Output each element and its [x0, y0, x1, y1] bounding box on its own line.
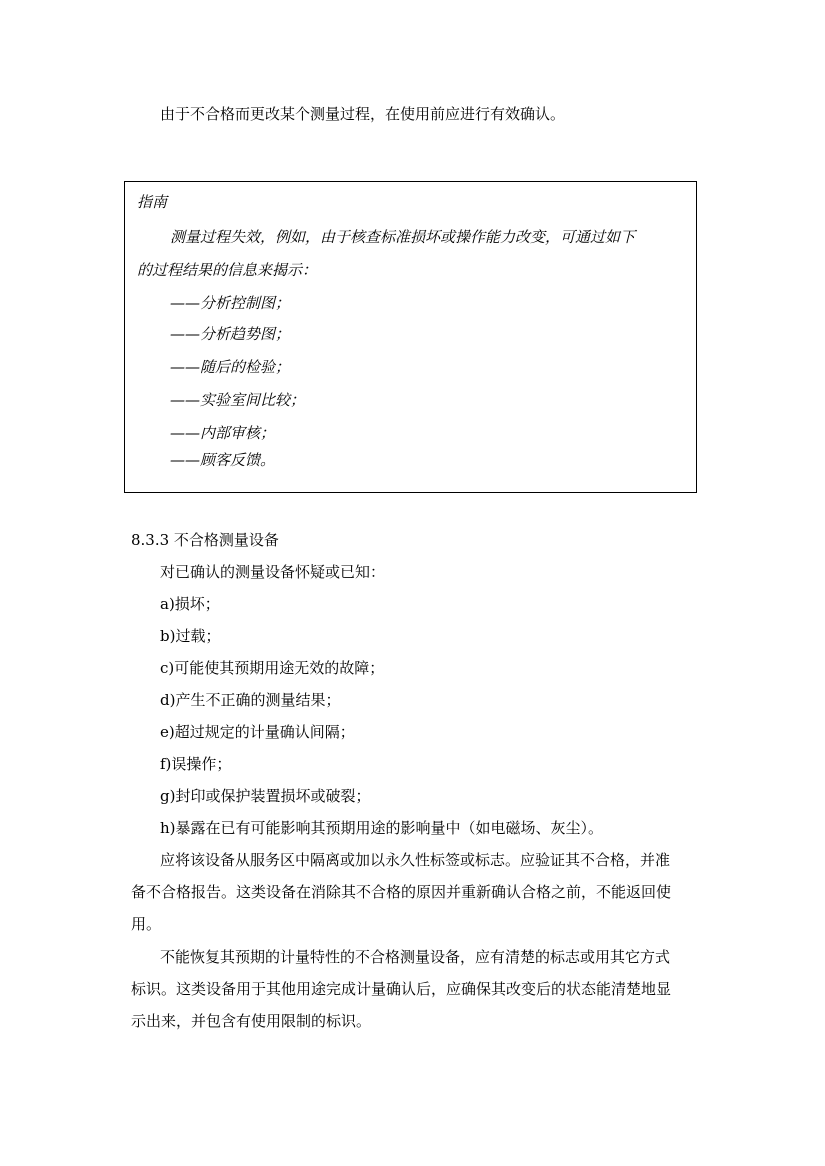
section-lead: 对已确认的测量设备怀疑或已知：: [160, 563, 386, 581]
paragraph-1-line: 应将该设备从服务区中隔离或加以永久性标签或标志。应验证其不合格，并准: [160, 851, 671, 869]
paragraph-2-line: 标识。这类设备用于其他用途完成计量确认后，应确保其改变后的状态能清楚地显: [131, 980, 672, 998]
guidance-item: ——分析趋势图；: [170, 325, 291, 343]
list-item: b)过载；: [160, 627, 221, 645]
guidance-item: ——随后的检验；: [170, 358, 291, 376]
guidance-title: 指南: [137, 193, 168, 211]
guidance-text-line-1: 测量过程失效，例如，由于核查标准损坏或操作能力改变，可通过如下: [170, 228, 636, 246]
list-item: h)暴露在已有可能影响其预期用途的影响量中（如电磁场、灰尘）。: [160, 819, 604, 837]
guidance-item: ——分析控制图；: [170, 294, 291, 312]
guidance-item: ——实验室间比较；: [170, 391, 306, 409]
list-item: c)可能使其预期用途无效的故障；: [160, 659, 385, 677]
list-item: f)误操作；: [160, 755, 232, 773]
paragraph-2-line: 示出来，并包含有使用限制的标识。: [131, 1012, 372, 1030]
intro-paragraph: 由于不合格而更改某个测量过程，在使用前应进行有效确认。: [160, 105, 566, 123]
paragraph-1-line: 用。: [131, 915, 162, 933]
list-item: e)超过规定的计量确认间隔；: [160, 723, 355, 741]
guidance-item: ——内部审核；: [170, 424, 276, 442]
paragraph-1-line: 备不合格报告。这类设备在消除其不合格的原因并重新确认合格之前，不能返回使: [131, 883, 672, 901]
paragraph-2-line: 不能恢复其预期的计量特性的不合格测量设备，应有清楚的标志或用其它方式: [160, 948, 671, 966]
guidance-item: ——顾客反馈。: [170, 451, 276, 469]
section-heading: 8.3.3 不合格测量设备: [131, 531, 279, 549]
list-item: a)损坏；: [160, 595, 220, 613]
list-item: g)封印或保护装置损坏或破裂；: [160, 787, 371, 805]
guidance-text-line-2: 的过程结果的信息来揭示：: [137, 261, 318, 279]
list-item: d)产生不正确的测量结果；: [160, 691, 341, 709]
